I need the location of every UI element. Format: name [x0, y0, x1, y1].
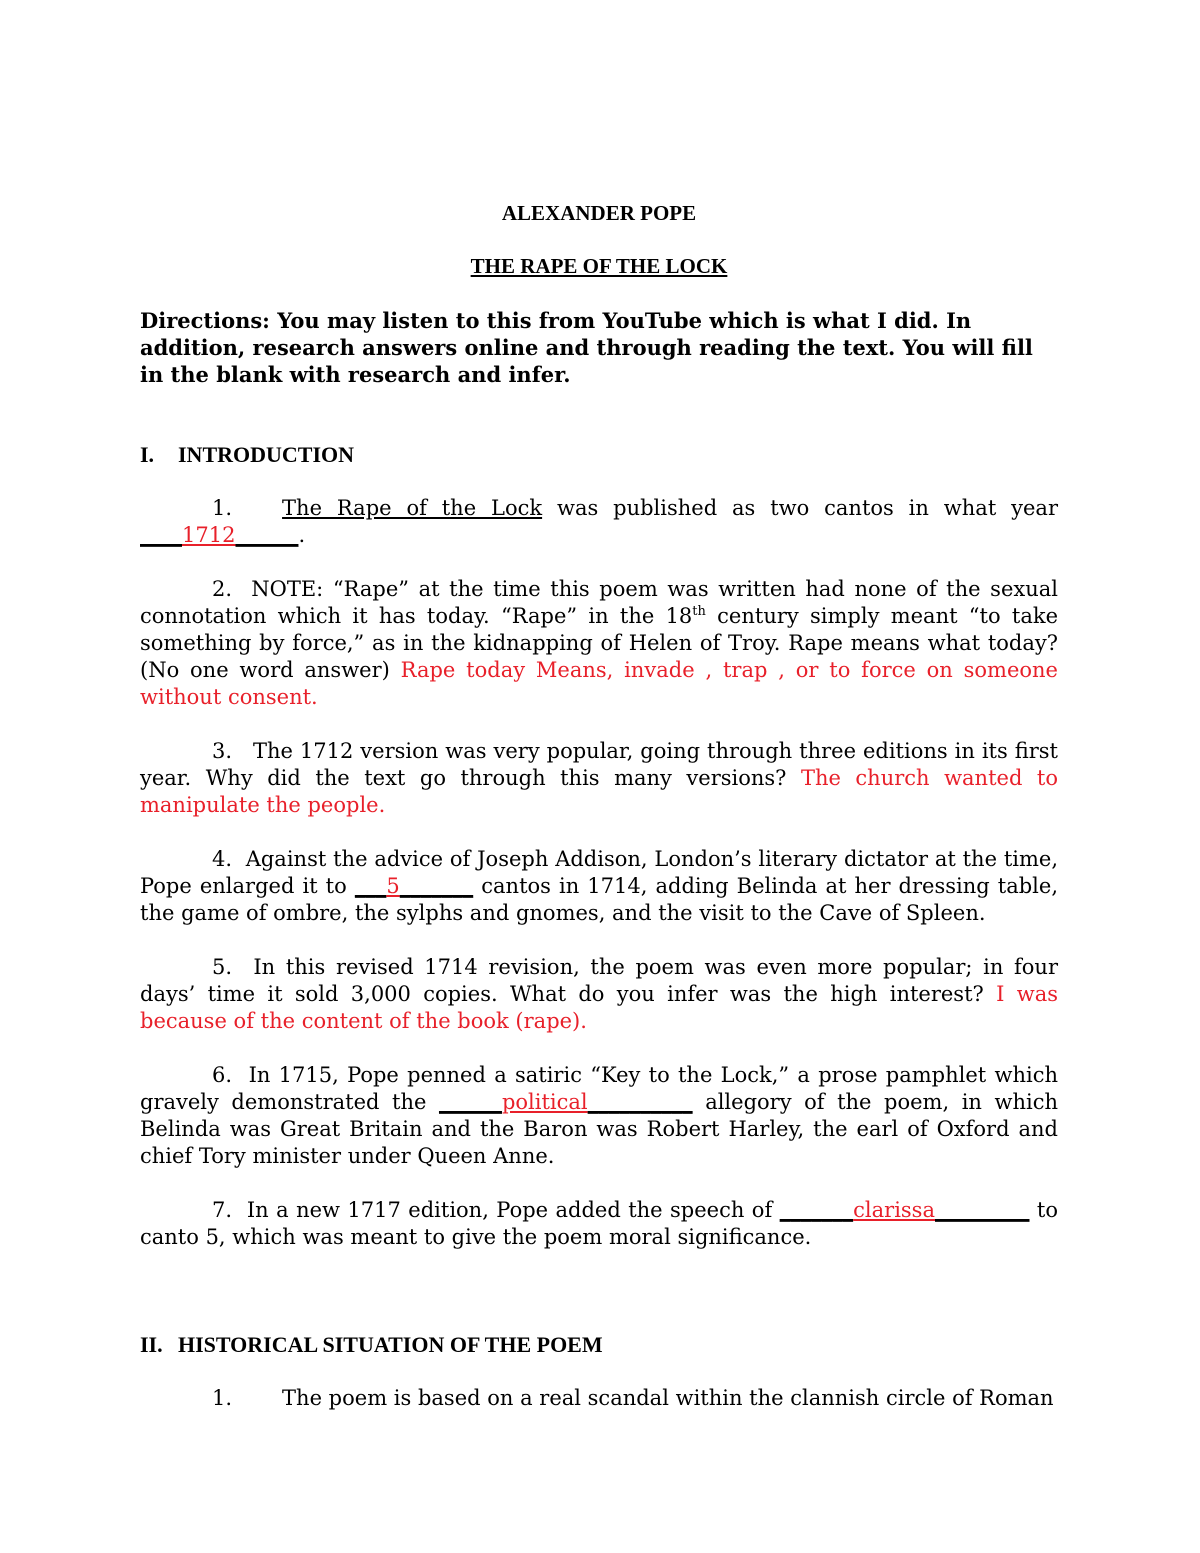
- answer-blank-prefix: ____: [140, 523, 182, 547]
- question-number: 1.: [212, 1386, 233, 1410]
- question-text: Against the advice of Joseph Addison, London’s literary dictator at the time, Pope enlarged it to: [140, 847, 1058, 898]
- question-text: In 1715, Pope penned a satiric “Key to the Lock,” a prose pamphlet which gravely demonstrated the: [140, 1063, 1058, 1114]
- answer-text: Rape today Means, invade , trap , or to force on someone without consent.: [140, 658, 1058, 709]
- section-numeral: I.: [140, 442, 155, 467]
- answer-text: The church wanted to manipulate the people.: [140, 766, 1058, 817]
- answer-blank-suffix: ______: [235, 523, 299, 547]
- question-text: In this revised 1714 revision, the poem was even more popular; in four days’ time it sold 3,000 copies. What do you infer was the high interest?: [140, 955, 1058, 1006]
- answer-text: 5: [386, 874, 400, 898]
- question-item-2: [140, 576, 1058, 711]
- question-text-continued: cantos in 1714, adding Belinda at her dressing table, the game of ombre, the sylphs and gnomes, and the visit to the Cave of Spleen.: [140, 874, 1058, 925]
- answer-text: I was because of the content of the book (rape).: [140, 982, 1058, 1033]
- question-text-continued: allegory of the poem, in which Belinda was Great Britain and the Baron was Robert Harley, the earl of Oxford and chief Tory minister under Queen Anne.: [140, 1090, 1058, 1168]
- answer-text: clarissa: [853, 1198, 935, 1222]
- section-numeral: II.: [140, 1332, 163, 1357]
- section-heading-historical-situation: [140, 1331, 1058, 1358]
- section-title: INTRODUCTION: [178, 442, 355, 467]
- question-number: 2.: [212, 577, 233, 601]
- author-heading: ALEXANDER POPE: [501, 201, 697, 225]
- answer-blank-suffix: _______: [399, 874, 474, 898]
- answer-blank-prefix: ______: [438, 1090, 502, 1114]
- question-text-continued: century simply meant “to take something by force,” as in the kidnapping of Helen of Troy. Rape means what today? (No one word answer): [140, 604, 1058, 682]
- question-number: 4.: [212, 847, 233, 871]
- question-item-3: [140, 738, 1058, 819]
- question-item-5: [140, 954, 1058, 1035]
- question-text: NOTE: “Rape” at the time this poem was written had none of the sexual connotation which it has today. “Rape” in the 18: [140, 577, 1058, 628]
- directions-paragraph: Directions: You may listen to this from YouTube which is what I did. In addition, research answers online and through reading the text. You will fill in the blank with research and infer.: [140, 308, 1033, 387]
- work-title-reference: The Rape of the Lock: [282, 496, 543, 520]
- question-text: was published as two cantos in what year: [542, 496, 1058, 520]
- answer-text: 1712: [182, 523, 236, 547]
- question-number: 6.: [212, 1063, 233, 1087]
- superscript-ordinal: th: [692, 604, 706, 619]
- document-page: [140, 200, 1058, 1412]
- question-text: The poem is based on a real scandal within the clannish circle of Roman: [282, 1386, 1054, 1410]
- answer-text: political: [501, 1090, 588, 1114]
- section-title: HISTORICAL SITUATION OF THE POEM: [178, 1332, 603, 1357]
- answer-blank-prefix: _______: [779, 1198, 854, 1222]
- answer-blank-prefix: ___: [354, 874, 387, 898]
- question-item-1: [140, 495, 1058, 549]
- question-text: In a new 1717 edition, Pope added the speech of: [246, 1198, 780, 1222]
- question-end: .: [298, 523, 306, 547]
- answer-blank-suffix: _________: [934, 1198, 1030, 1222]
- answer-blank-suffix: __________: [587, 1090, 693, 1114]
- question-text-continued: to canto 5, which was meant to give the poem moral significance.: [140, 1198, 1058, 1249]
- question-number: 3.: [212, 739, 233, 763]
- question-number: 1.: [212, 496, 233, 520]
- question-item-ii-1: [140, 1385, 1058, 1412]
- question-item-4: [140, 846, 1058, 927]
- question-text: The 1712 version was very popular, going through three editions in its first year. Why did the text go through this many versions?: [140, 739, 1058, 790]
- question-item-7: [140, 1197, 1058, 1251]
- work-title-heading: THE RAPE OF THE LOCK: [470, 254, 728, 278]
- question-item-6: [140, 1062, 1058, 1170]
- question-number: 7.: [212, 1198, 233, 1222]
- section-heading-introduction: [140, 441, 1058, 468]
- question-number: 5.: [212, 955, 233, 979]
